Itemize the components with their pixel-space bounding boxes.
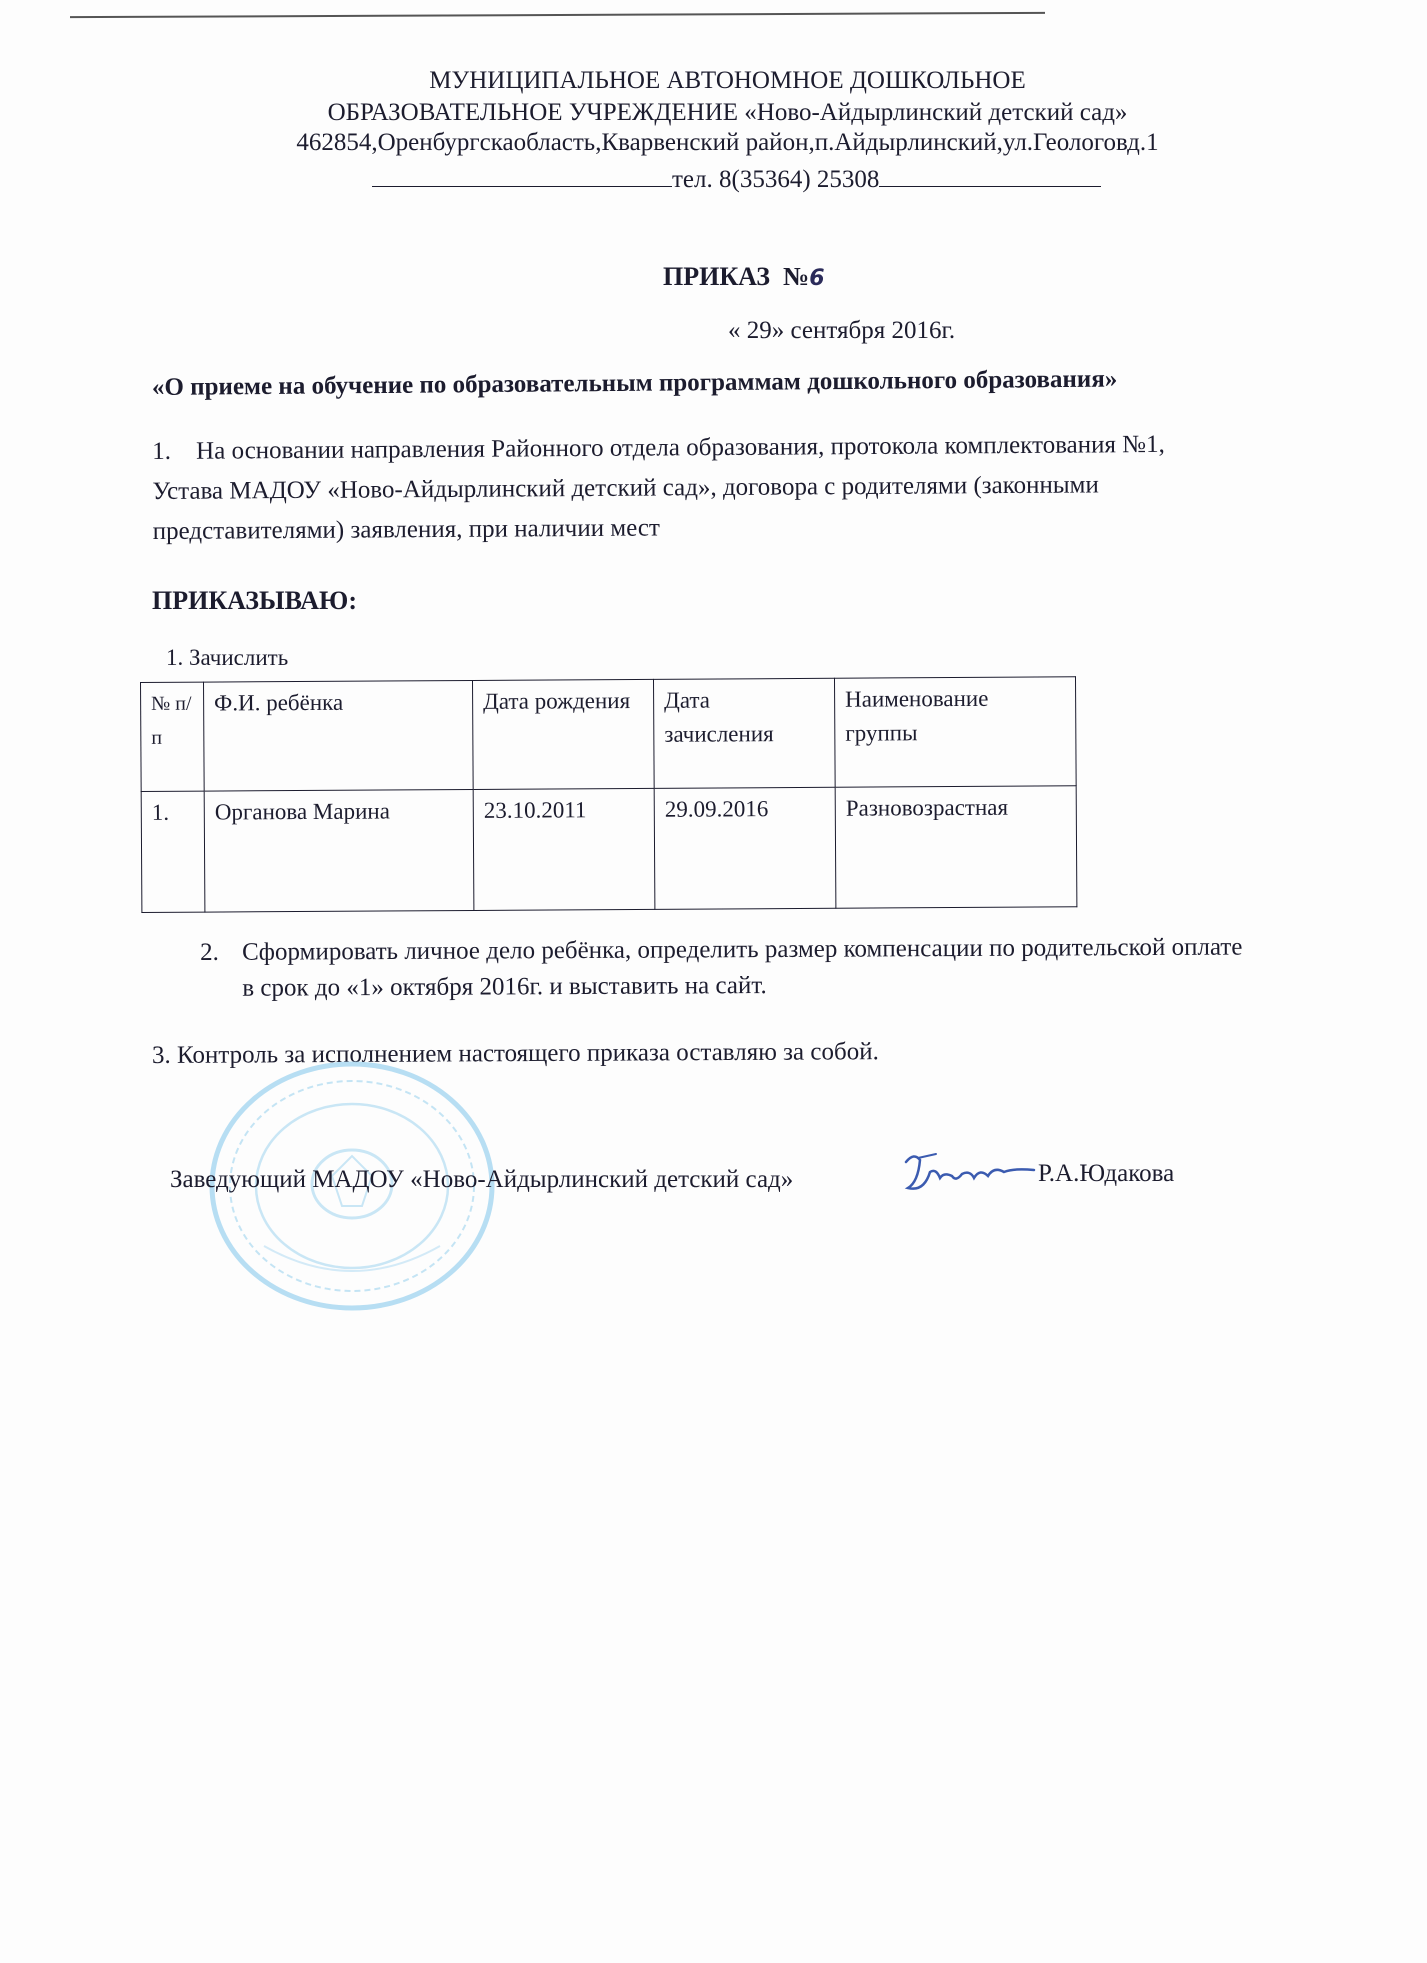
- handwritten-signature-icon: [900, 1148, 1040, 1200]
- phone-underline-right: [879, 164, 1101, 187]
- table-header-cell: № п/п: [141, 682, 205, 791]
- scan-edge-line: [70, 12, 1045, 18]
- table-header-cell: Дата зачисления: [653, 678, 835, 788]
- table-header-cell: Наименование группы: [834, 677, 1076, 787]
- order-number: 6: [809, 266, 825, 291]
- basis-line3: представителями) заявления, при наличии мест: [152, 514, 660, 545]
- table-cell: Разновозрастная: [835, 786, 1077, 908]
- basis-line1: На основании направления Районного отдела образования, протокола комплектования №1,: [196, 430, 1165, 465]
- table-header-cell: Дата рождения: [472, 679, 654, 789]
- order-title: [663, 262, 825, 292]
- item-2-number: 2.: [200, 938, 219, 966]
- signer-name: Р.А.Юдакова: [1038, 1160, 1175, 1187]
- item-2-personal-file: [200, 929, 1380, 1007]
- basis-line2: Устава МАДОУ «Ново-Айдырлинский детский сад», договора с родителями (законными: [152, 471, 1099, 505]
- order-subject: «О приеме на обучение по образовательным программам дошкольного образования»: [151, 365, 1118, 401]
- order-number-sign: №: [783, 262, 810, 291]
- basis-paragraph: [152, 424, 1303, 552]
- order-directive: ПРИКАЗЫВАЮ:: [152, 586, 357, 615]
- header-phone-row: [372, 164, 1101, 195]
- item-2-line1: Сформировать личное дело ребёнка, определить размер компенсации по родительской оплате: [242, 933, 1243, 966]
- table-row: [141, 786, 1077, 913]
- table-cell: Органова Марина: [204, 789, 474, 912]
- order-title-text: ПРИКАЗ: [663, 262, 771, 291]
- header-phone: тел. 8(35364) 25308: [672, 166, 880, 193]
- phone-underline-left: [372, 164, 672, 187]
- header-org-line2: ОБРАЗОВАТЕЛЬНОЕ УЧРЕЖДЕНИЕ «Ново-Айдырлинский детский сад»: [327, 99, 1128, 126]
- table-cell: 29.09.2016: [654, 787, 836, 909]
- basis-number: 1.: [152, 437, 171, 465]
- order-date: « 29» сентября 2016г.: [728, 317, 956, 344]
- header-address: 462854,Оренбургскаобласть,Кварвенский район,п.Айдырлинский,ул.Геологовд.1: [296, 129, 1159, 156]
- table-cell: 23.10.2011: [473, 788, 655, 910]
- header-org-line1: МУНИЦИПАЛЬНОЕ АВТОНОМНОЕ ДОШКОЛЬНОЕ: [429, 67, 1026, 94]
- item-1-enroll: 1. Зачислить: [166, 645, 289, 670]
- table-header-row: [141, 677, 1077, 792]
- table-header-cell: Ф.И. ребёнка: [204, 680, 474, 791]
- signature-position: Заведующий МАДОУ «Ново-Айдырлинский детский сад»: [170, 1166, 794, 1193]
- item-3-control: 3. Контроль за исполнением настоящего приказа оставляю за собой.: [151, 1038, 879, 1069]
- table-cell: 1.: [141, 791, 205, 912]
- item-2-line2: в срок до «1» октября 2016г. и выставить на сайт.: [242, 972, 767, 1002]
- enrollment-table: [140, 676, 1077, 913]
